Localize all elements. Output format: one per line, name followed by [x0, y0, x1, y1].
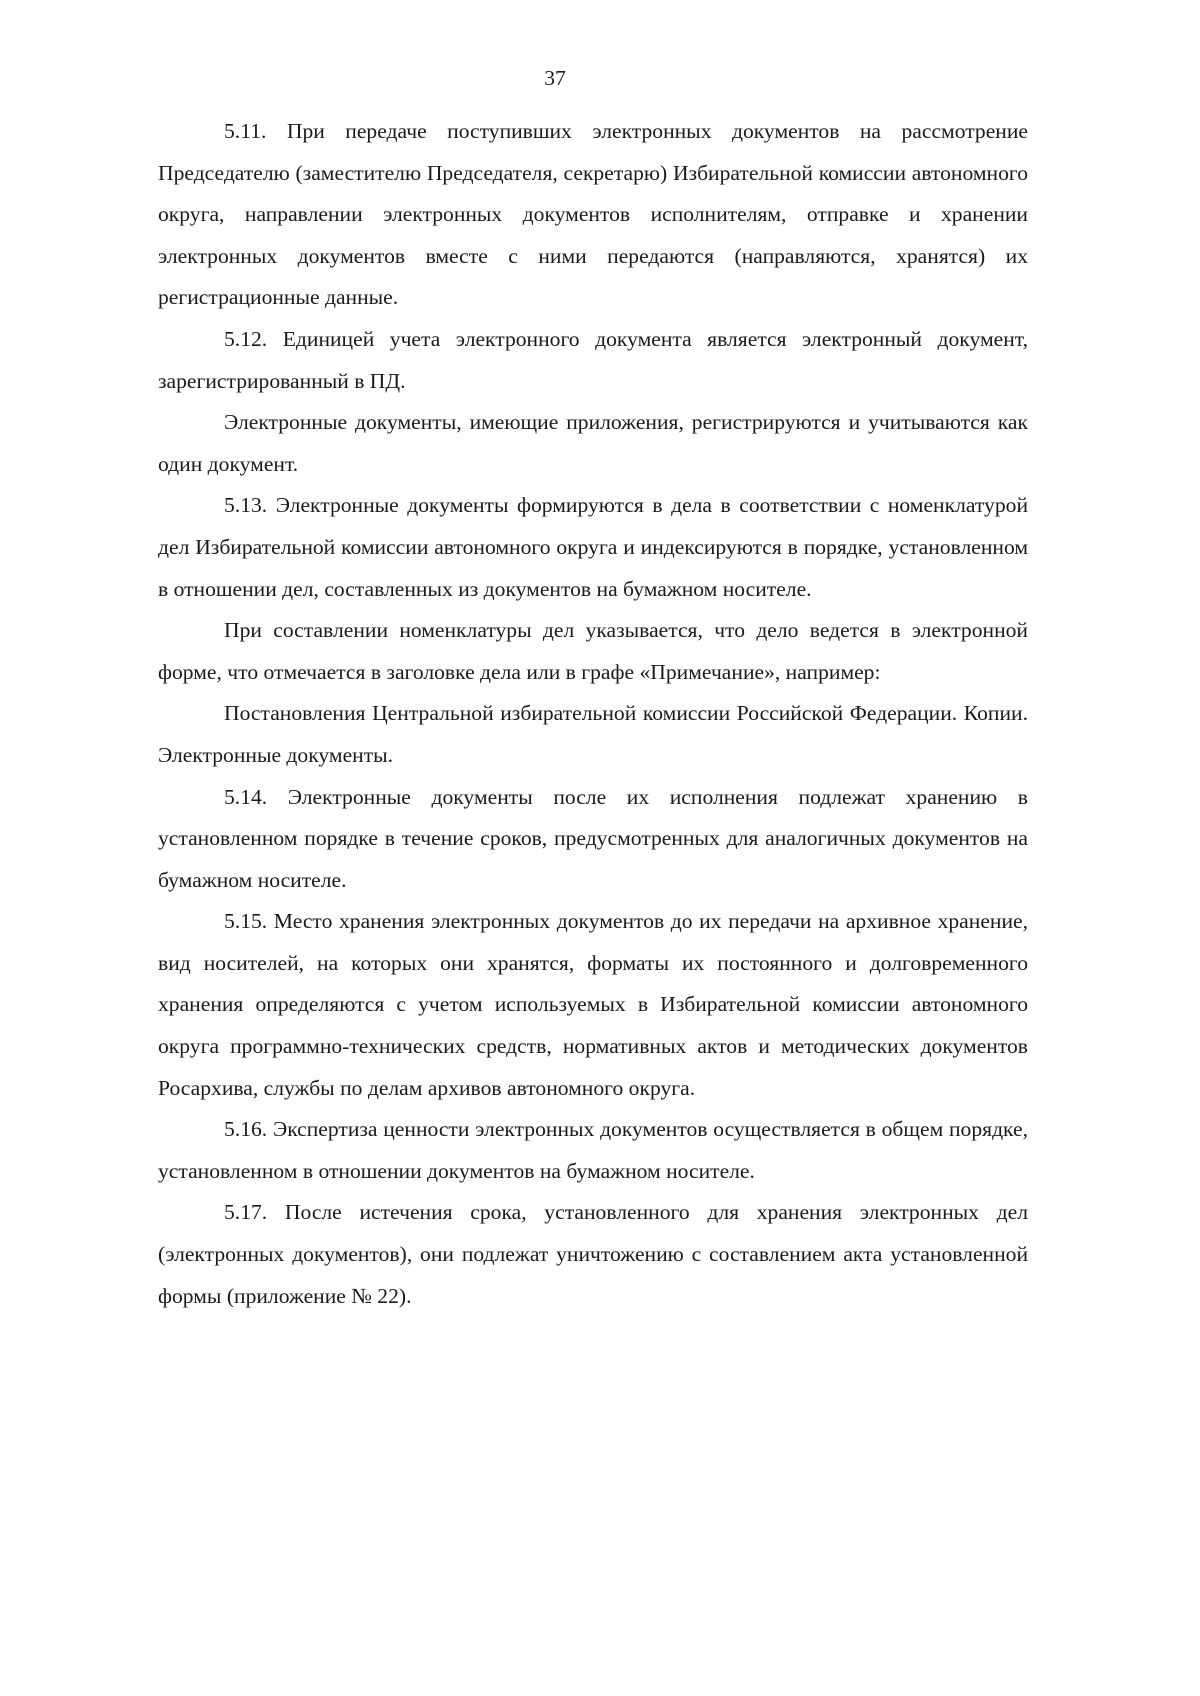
paragraph-5-14: 5.14. Электронные документы после их исполнения подлежат хранению в установленном порядке в течение сроков, предусмотренных для аналогичных документов на бумажном носителе.: [158, 784, 1028, 892]
paragraph-5-13: 5.13. Электронные документы формируются в дела в соответствии с номенклатурой дел Избирательной комиссии автономного округа и индексируются в порядке, установленном в отношении дел, составленных из документов на бумажном носителе.: [158, 493, 1028, 601]
page-number: 37: [544, 66, 566, 90]
paragraph-example: Постановления Центральной избирательной комиссии Российской Федерации. Копии. Электронные документы.: [158, 701, 1028, 767]
paragraph-5-12: 5.12. Единицей учета электронного документа является электронный документ, зарегистрированный в ПД.: [158, 326, 1028, 393]
paragraph-5-15: 5.15. Место хранения электронных документов до их передачи на архивное хранение, вид носителей, на которых они хранятся, форматы их постоянного и долговременного хранения определяются с учетом используемых в Избирательной комиссии автономного округа программно-технических средств, нормативных актов и методических документов Росархива, службы по делам архивов автономного округа.: [158, 909, 1028, 1100]
document-body: [158, 111, 1028, 1317]
paragraph-nomenclature: При составлении номенклатуры дел указывается, что дело ведется в электронной форме, что отмечается в заголовке дела или в графе «Примечание», например:: [158, 618, 1028, 684]
paragraph-attachments: Электронные документы, имеющие приложения, регистрируются и учитываются как один документ.: [158, 410, 1028, 476]
paragraph-5-11: 5.11. При передаче поступивших электронных документов на рассмотрение Председателю (заместителю Председателя, секретарю) Избирательной комиссии автономного округа, направлении электронных документов исполнителям, отправке и хранении электронных документов вместе с ними передаются (направляются, хранятся) их регистрационные данные.: [158, 119, 1028, 310]
paragraph-5-17: 5.17. После истечения срока, установленного для хранения электронных дел (электронных документов), они подлежат уничтожению с составлением акта установленной формы (приложение № 22).: [158, 1200, 1028, 1308]
paragraph-5-16: 5.16. Экспертиза ценности электронных документов осуществляется в общем порядке, установленном в отношении документов на бумажном носителе.: [158, 1117, 1028, 1183]
